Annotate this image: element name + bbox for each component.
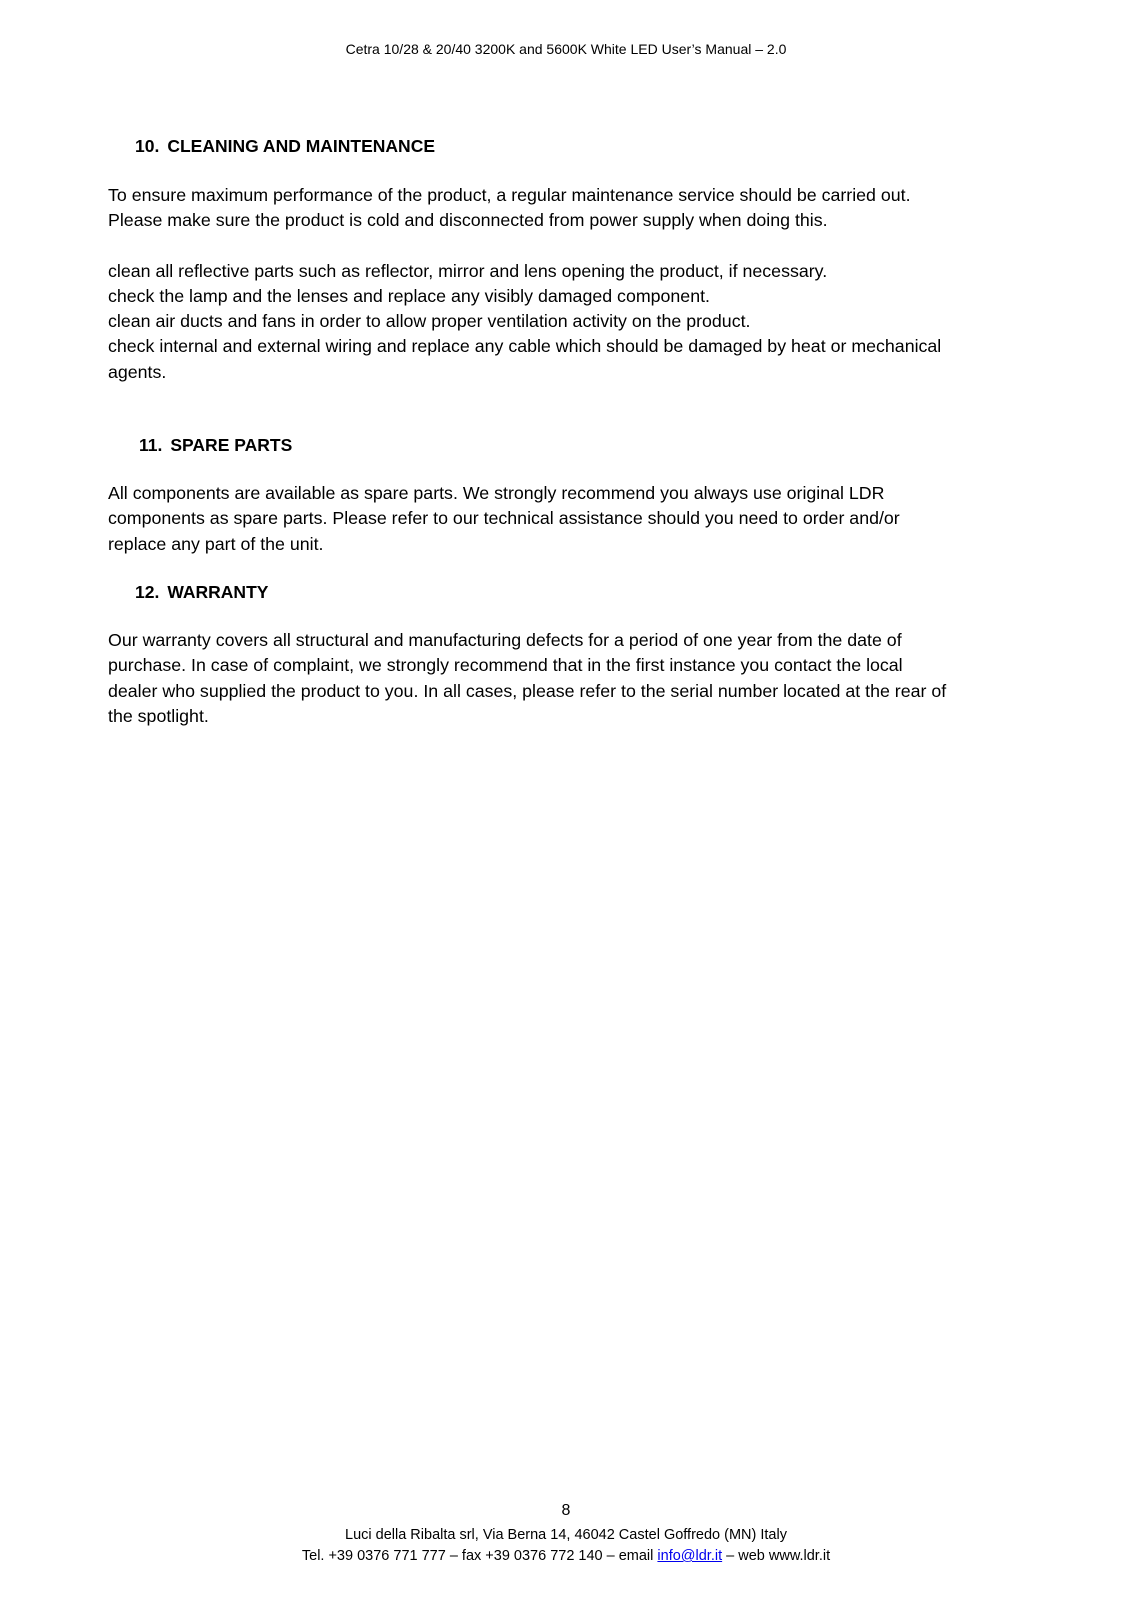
section-heading-spare-parts — [139, 435, 1028, 456]
footer-address: Luci della Ribalta srl, Via Berna 14, 46042 Castel Goffredo (MN) Italy — [345, 1527, 787, 1543]
section-number: 12. — [135, 581, 160, 602]
section-number: 10. — [135, 136, 160, 156]
section-heading-warranty — [135, 582, 1028, 603]
maintenance-item: check internal and external wiring and replace any cable which should be damaged by heat or mechanical — [108, 336, 942, 357]
section-heading-cleaning — [135, 136, 1028, 157]
email-link[interactable]: info@ldr.it — [657, 1548, 723, 1564]
running-header: Cetra 10/28 & 20/40 3200K and 5600K White LED User’s Manual – 2.0 — [345, 41, 787, 57]
paragraph-line: purchase. In case of complaint, we strongly recommend that in the first instance you contact the local — [108, 655, 903, 676]
paragraph-line: Please make sure the product is cold and disconnected from power supply when doing this. — [108, 210, 828, 231]
paragraph-line: dealer who supplied the product to you. In all cases, please refer to the serial number located at the rear of — [108, 680, 947, 701]
page-content — [108, 130, 1028, 729]
footer-contact — [0, 1548, 1132, 1564]
paragraph-line: components as spare parts. Please refer to our technical assistance should you need to order and/or — [108, 508, 900, 529]
paragraph-line: All components are available as spare parts. We strongly recommend you always use original LDR — [108, 483, 885, 504]
paragraph-line: replace any part of the unit. — [108, 533, 324, 554]
paragraph-line: To ensure maximum performance of the product, a regular maintenance service should be carried out. — [108, 185, 911, 205]
maintenance-item: clean all reflective parts such as reflector, mirror and lens opening the product, if necessary. — [108, 260, 828, 281]
maintenance-item: clean air ducts and fans in order to allow proper ventilation activity on the product. — [108, 311, 751, 332]
footer-contact-suffix: – web www.ldr.it — [722, 1548, 831, 1564]
page-number: 8 — [561, 1502, 571, 1519]
section-title: SPARE PARTS — [170, 435, 293, 456]
section-title: CLEANING AND MAINTENANCE — [167, 136, 436, 156]
section-number: 11. — [139, 435, 163, 456]
paragraph-line: Our warranty covers all structural and manufacturing defects for a period of one year from the date of — [108, 629, 902, 650]
maintenance-item: agents. — [108, 361, 167, 382]
paragraph-line: the spotlight. — [108, 705, 209, 726]
maintenance-item: check the lamp and the lenses and replace any visibly damaged component. — [108, 285, 710, 306]
section-title: WARRANTY — [167, 581, 269, 602]
footer-contact-prefix: Tel. +39 0376 771 777 – fax +39 0376 772 140 – email — [301, 1548, 658, 1564]
